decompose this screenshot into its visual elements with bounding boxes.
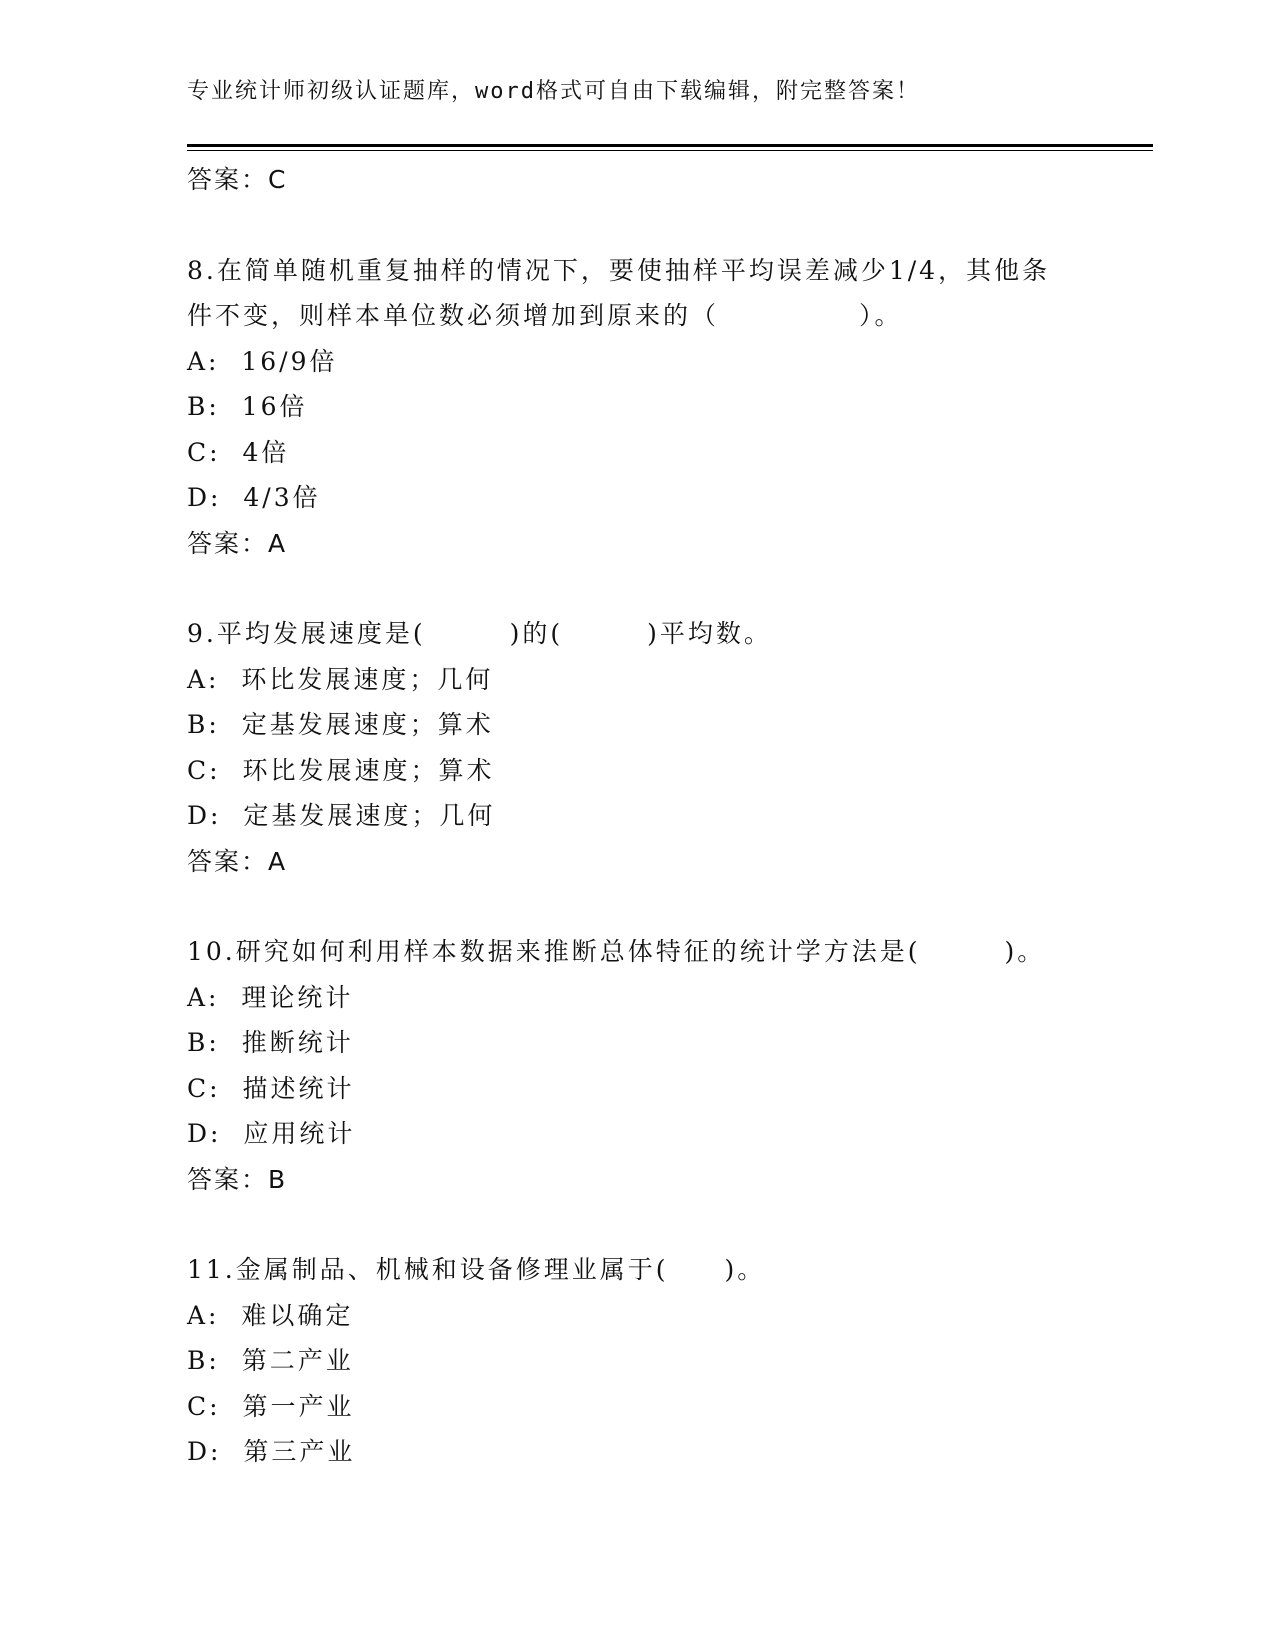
- header-text: 专业统计师初级认证题库，word格式可自由下载编辑，附完整答案！: [187, 79, 920, 104]
- header-rule-thin: [187, 150, 1153, 151]
- option-a: A: 16/9倍: [187, 346, 338, 376]
- option-c: C: 第一产业: [187, 1391, 355, 1421]
- question-stem-line: 9.平均发展速度是( )的( )平均数。: [187, 619, 772, 648]
- question-stem-line: 8.在简单随机重复抽样的情况下，要使抽样平均误差减少1/4，其他条: [187, 255, 1051, 285]
- spacer: [187, 1202, 1087, 1247]
- option-a: A: 难以确定: [187, 1300, 354, 1330]
- question-stem-line: 11.金属制品、机械和设备修理业属于( )。: [187, 1255, 766, 1284]
- previous-answer: 答案：C: [187, 165, 288, 194]
- spacer: [187, 884, 1087, 929]
- question-list: [187, 157, 1087, 1475]
- option-a: A: 理论统计: [187, 982, 354, 1012]
- question-stem-line: 10.研究如何利用样本数据来推断总体特征的统计学方法是( )。: [187, 937, 1046, 966]
- option-d: D: 第三产业: [187, 1437, 356, 1466]
- spacer: [187, 203, 1087, 248]
- spacer: [187, 566, 1087, 611]
- question-9: [187, 611, 1087, 884]
- option-c: C: 环比发展速度；算术: [187, 755, 495, 785]
- option-b: B: 推断统计: [187, 1028, 354, 1057]
- answer: 答案：A: [187, 846, 288, 876]
- option-d: D: 应用统计: [187, 1119, 356, 1148]
- option-c: C: 4倍: [187, 437, 290, 467]
- question-8: [187, 248, 1087, 567]
- question-11: [187, 1247, 1087, 1475]
- question-stem-line: 件不变，则样本单位数必须增加到原来的（ ）。: [187, 301, 903, 330]
- option-b: B: 16倍: [187, 392, 308, 421]
- option-c: C: 描述统计: [187, 1073, 355, 1103]
- option-d: D: 定基发展速度；几何: [187, 801, 496, 830]
- option-b: B: 定基发展速度；算术: [187, 710, 494, 739]
- answer: 答案：B: [187, 1164, 288, 1194]
- question-10: [187, 929, 1087, 1202]
- option-a: A: 环比发展速度；几何: [187, 664, 494, 694]
- option-b: B: 第二产业: [187, 1346, 354, 1375]
- header-rule-thick: [187, 144, 1153, 147]
- answer: 答案：A: [187, 528, 288, 558]
- option-d: D: 4/3倍: [187, 483, 321, 512]
